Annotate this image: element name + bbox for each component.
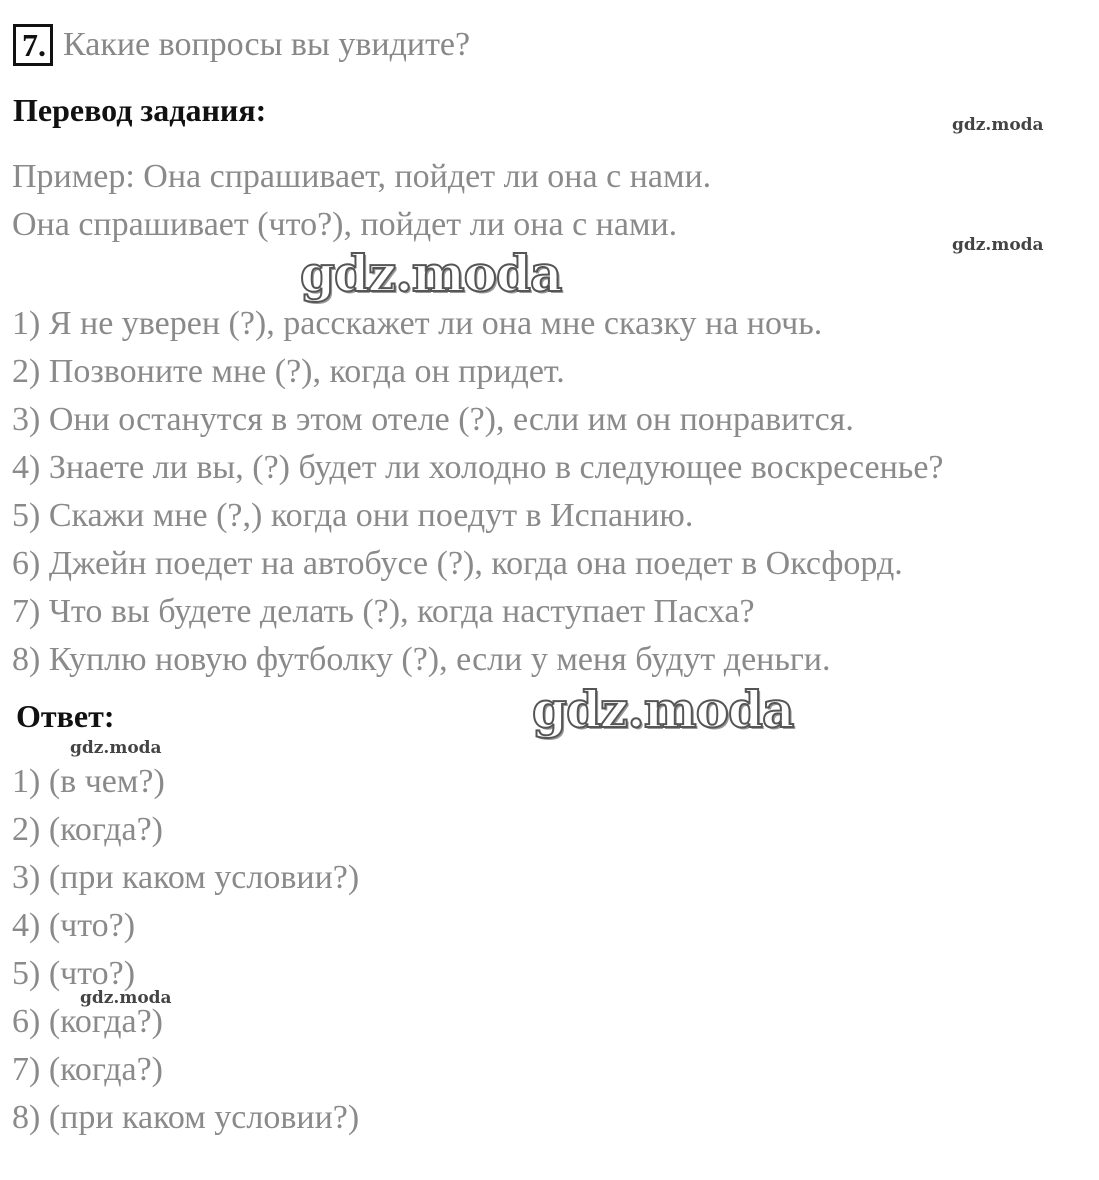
translation-item: 1) Я не уверен (?), расскажет ли она мне сказку на ночь. <box>12 305 823 342</box>
answer-item: 4) (что?) <box>12 907 136 944</box>
watermark-small: gdz.moda <box>952 235 1044 255</box>
task-number-box: 7. <box>13 24 53 66</box>
translation-item: 5) Скажи мне (?,) когда они поедут в Испанию. <box>12 497 694 534</box>
answer-item: 8) (при каком условии?) <box>12 1099 360 1136</box>
translation-item: 4) Знаете ли вы, (?) будет ли холодно в следующее воскресенье? <box>12 449 944 486</box>
answer-item: 2) (когда?) <box>12 811 163 848</box>
example-line: Она спрашивает (что?), пойдет ли она с нами. <box>12 206 678 243</box>
translation-item: 6) Джейн поедет на автобусе (?), когда она поедет в Оксфорд. <box>12 545 903 582</box>
answer-item: 7) (когда?) <box>12 1051 163 1088</box>
example-line: Пример: Она спрашивает, пойдет ли она с нами. <box>12 158 712 195</box>
watermark-small: gdz.moda <box>80 988 172 1008</box>
watermark-small: gdz.moda <box>70 738 162 758</box>
watermark-large: gdz.moda <box>300 244 562 303</box>
answer-item: 1) (в чем?) <box>12 763 165 800</box>
watermark-small: gdz.moda <box>952 115 1044 135</box>
watermark-large: gdz.moda <box>532 680 794 739</box>
task-title: Какие вопросы вы увидите? <box>63 26 471 63</box>
translation-item: 7) Что вы будете делать (?), когда наступает Пасха? <box>12 593 755 630</box>
answer-item: 6) (когда?) <box>12 1003 163 1040</box>
answer-heading: Ответ: <box>16 698 115 734</box>
translation-item: 3) Они останутся в этом отеле (?), если им он понравится. <box>12 401 854 438</box>
answer-item: 3) (при каком условии?) <box>12 859 360 896</box>
translation-heading: Перевод задания: <box>13 92 267 128</box>
task-header <box>13 24 470 66</box>
answer-item: 5) (что?) <box>12 955 136 992</box>
translation-item: 2) Позвоните мне (?), когда он придет. <box>12 353 565 390</box>
translation-item: 8) Куплю новую футболку (?), если у меня будут деньги. <box>12 641 831 678</box>
